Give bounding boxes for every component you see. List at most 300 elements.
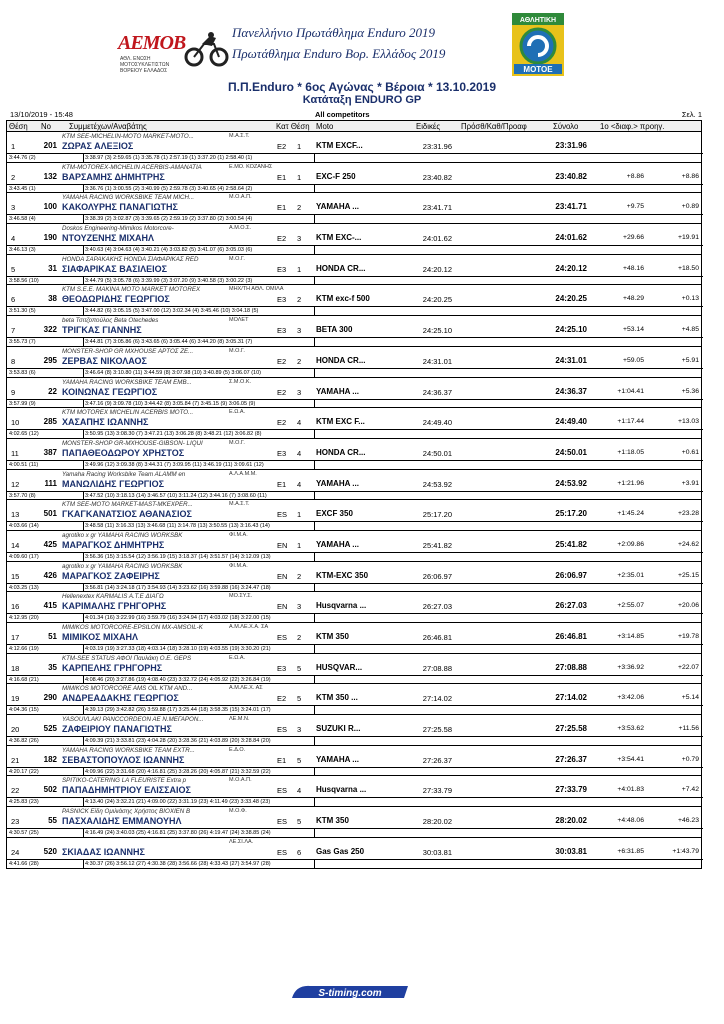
row-spec: 24:20.25 <box>422 295 452 305</box>
lap-times: 4:03.19 (19) 3:27.33 (18) 4:03.14 (18) 3:28.10 (19) 4:03.55 (19) 3:30.20 (21) <box>85 646 271 652</box>
lap-times-line <box>7 460 703 469</box>
row-cpos: 1 <box>297 510 302 520</box>
row-no: 520 <box>43 846 57 856</box>
lap-total: 3:57.70 (8) <box>9 492 36 499</box>
row-moto: BETA 300 <box>316 325 353 335</box>
lap-times: 3:40.63 (4) 3:04.63 (4) 3:40.21 (4) 3:03.82 (5) 3:41.07 (6) 3:05.03 (6) <box>85 247 253 254</box>
row-cls: E2 <box>277 234 287 244</box>
row-cpos: 5 <box>297 663 302 673</box>
row-spec: 27:08.88 <box>422 663 452 673</box>
row-cls: E1 <box>277 479 287 489</box>
row-pos: 12 <box>11 479 20 489</box>
row-cpos: 4 <box>297 479 302 489</box>
row-diff: +8.86 <box>626 172 644 180</box>
row-cls: ES <box>277 817 288 827</box>
lap-times-line <box>7 583 703 592</box>
lap-total: 3:51.30 (5) <box>9 308 36 315</box>
row-cpos: 5 <box>297 694 302 704</box>
row-spec: 30:03.81 <box>422 847 452 857</box>
row-no: 426 <box>43 570 57 580</box>
row-team: agrotiko x gr YAMAHA RACING WORKSBK <box>62 562 183 570</box>
row-cpos: 4 <box>297 786 302 796</box>
row-total: 28:20.02 <box>555 816 587 826</box>
row-pos: 17 <box>11 633 20 642</box>
row-diff: +2:09.86 <box>617 540 644 548</box>
row-prev: +7.42 <box>681 786 699 794</box>
row-pos: 19 <box>11 694 20 704</box>
table-row <box>6 408 702 439</box>
row-name: ΣΚΙΑΔΑΣ ΙΩΑΝΝΗΣ <box>62 846 145 857</box>
row-team: MONSTER-SHOP GR-MXHOUSE-GIBSON- LIQUI <box>62 439 203 447</box>
lap-total: 3:55.73 (7) <box>9 339 36 346</box>
lap-total: 3:46.13 (3) <box>9 247 36 254</box>
results-table-body <box>6 132 702 869</box>
row-cls: ES <box>277 725 288 735</box>
row-name: ΖΕΡΒΑΣ ΝΙΚΟΛΑΟΣ <box>62 355 147 366</box>
row-region: ΦΙ.Μ.Α. <box>229 531 248 538</box>
row-prev: +25.15 <box>678 571 699 579</box>
row-cpos: 2 <box>297 571 302 581</box>
row-cls: E1 <box>277 755 287 765</box>
lap-times: 4:13.40 (24) 3:32.21 (21) 4:09.00 (22) 3:31.19 (23) 4:11.49 (23) 3:33.48 (23) <box>85 799 271 806</box>
lap-times: 4:01.34 (16) 3:22.99 (16) 3:59.79 (16) 3:24.94 (17) 4:03.02 (18) 3:22.00 (15) <box>85 615 271 622</box>
row-prev: +13.03 <box>678 418 699 426</box>
row-spec: 27:14.02 <box>422 694 452 704</box>
lap-total: 4:25.83 (23) <box>9 799 39 806</box>
row-no: 425 <box>43 539 57 549</box>
row-pos: 3 <box>11 203 16 213</box>
row-prev: +24.62 <box>678 540 699 548</box>
lap-total: 4:16.68 (21) <box>9 676 39 683</box>
row-team: YASOUVLAKI PANCCORDEON AE Ν.ΜΕΓΑΡΟΝ... <box>62 716 204 724</box>
row-cpos: 3 <box>297 387 302 397</box>
row-diff: +3:14.85 <box>617 633 644 640</box>
row-total: 24:20.25 <box>555 294 587 304</box>
row-pos: 1 <box>11 142 16 151</box>
row-moto: HUSQVAR... <box>316 662 363 672</box>
row-name: ΣΙΑΦΑΡΙΚΑΣ ΒΑΣΙΛΕΙΟΣ <box>62 263 168 274</box>
row-cpos: 3 <box>297 234 302 244</box>
row-team: MIMIKOS MOTORCORE-EPSILON MX-AMSOIL-K <box>62 624 203 631</box>
lap-times: 3:36.76 (1) 3:00.55 (2) 3:40.99 (5) 2:59.78 (3) 3:40.65 (4) 2:58.64 (2) <box>85 185 253 192</box>
lap-times-line <box>7 214 703 223</box>
lap-times-line <box>7 521 703 530</box>
lap-times: 4:30.37 (26) 3:56.12 (27) 4:30.38 (28) 3:56.66 (28) 4:33.43 (27) 3:54.97 (28) <box>85 860 271 867</box>
row-cpos: 4 <box>297 448 302 458</box>
row-spec: 24:01.62 <box>422 234 452 244</box>
lap-times-line <box>7 306 703 315</box>
row-moto: KTM 350 <box>316 816 349 826</box>
table-row <box>6 838 702 869</box>
row-cls: E3 <box>277 326 287 336</box>
row-prev: +18.50 <box>678 264 699 272</box>
row-pos: 6 <box>11 295 16 305</box>
table-row <box>6 255 702 286</box>
row-region: Μ.Ο.Φ. <box>229 808 247 815</box>
row-prev: +22.07 <box>678 663 699 671</box>
row-region: ΦΙ.Μ.Α. <box>229 562 248 569</box>
row-total: 27:26.37 <box>555 754 587 764</box>
row-total: 30:03.81 <box>555 846 587 856</box>
row-spec: 26:46.81 <box>422 633 452 642</box>
row-team: Doskos Engineering-Mimikos Motorcore- <box>62 225 174 233</box>
lap-total: 3:43.45 (1) <box>9 185 36 192</box>
table-row <box>6 163 702 194</box>
row-cpos: 5 <box>297 755 302 765</box>
lap-total: 4:03.25 (13) <box>9 584 39 591</box>
row-name: ΖΑΦΕΙΡΙΟΥ ΠΑΝΑΓΙΩΤΗΣ <box>62 724 172 735</box>
row-prev: +0.13 <box>681 295 699 303</box>
row-moto: EXCF 350 <box>316 509 353 519</box>
row-total: 23:41.71 <box>555 202 587 212</box>
lap-times: 4:16.49 (24) 3:40.03 (25) 4:16.81 (25) 3:37.80 (26) 4:19.47 (24) 3:38.85 (24) <box>85 830 271 837</box>
col-class-pos: Κατ Θέση <box>276 122 310 131</box>
row-region: Μ.Α.Σ.Τ. <box>229 133 250 139</box>
row-prev: +5.14 <box>681 694 699 702</box>
row-team: agrotiko x gr YAMAHA RACING WORKSBK <box>62 531 183 539</box>
row-cls: ES <box>277 786 288 796</box>
row-pos: 5 <box>11 264 16 274</box>
aemov-logo-subtext: ΑΘΛ. ΕΝΩΣΗ ΜΟΤΟΣΥΚΛΕΤΙΣΤΩΝ ΒΟΡΕΙΟΥ ΕΛΛΑΔΟΣ <box>120 56 170 74</box>
motoe-emblem-icon <box>512 13 564 76</box>
aemov-logo-text: ΑΕΜΟΒ <box>118 32 186 54</box>
row-cpos: 3 <box>297 725 302 735</box>
row-no: 502 <box>43 785 57 795</box>
row-moto: HONDA CR... <box>316 263 366 273</box>
lap-times: 3:50.95 (13) 3:08.30 (7) 3:47.21 (13) 3:06.28 (8) 3:48.21 (12) 3:06.82 (8) <box>85 431 262 438</box>
row-cpos: 4 <box>297 418 302 428</box>
row-diff: +59.05 <box>623 356 644 364</box>
lap-total: 4:36.82 (26) <box>9 738 39 745</box>
col-moto: Moto <box>316 122 334 131</box>
table-row <box>6 378 702 409</box>
row-pos: 2 <box>11 172 16 182</box>
motoe-logo <box>512 13 564 76</box>
lap-total: 3:53.83 (6) <box>9 369 36 376</box>
row-prev: +5.91 <box>681 356 699 364</box>
s-timing-logo <box>290 983 410 1001</box>
lap-total: 4:30.57 (25) <box>9 830 39 837</box>
row-prev: +11.56 <box>678 725 699 733</box>
row-name: ΧΑΣΑΠΗΣ ΙΩΑΝΝΗΣ <box>62 417 149 428</box>
row-spec: 26:27.03 <box>422 602 452 612</box>
svg-text:MOTOE: MOTOE <box>523 65 553 74</box>
lap-times-line <box>7 276 703 285</box>
row-region: Μ.Ο.Γ. <box>229 255 245 262</box>
row-spec: 24:20.12 <box>422 264 452 274</box>
row-spec: 24:31.01 <box>422 356 452 366</box>
row-region: ΛΕ.Μ.Ν. <box>229 716 250 723</box>
table-row <box>6 500 702 531</box>
lap-total: 4:20.17 (22) <box>9 768 39 775</box>
row-team: YAMAHA RACING WORKSBIKE TEAM EXTR... <box>62 746 195 754</box>
row-spec: 24:25.10 <box>422 326 452 336</box>
lap-times: 4:09.96 (22) 3:31.68 (20) 4:16.81 (25) 3:28.26 (20) 4:05.87 (21) 3:32.59 (22) <box>85 768 271 775</box>
row-cls: EN <box>277 571 288 581</box>
all-competitors-label: All competitors <box>315 110 370 119</box>
row-moto: Husqvarna ... <box>316 785 367 795</box>
row-moto: KTM EXC F... <box>316 417 365 427</box>
row-no: 501 <box>43 509 57 519</box>
lap-total: 3:46.58 (4) <box>9 216 36 223</box>
regional-championship-title: Πρωτάθλημα Enduro Βορ. Ελλάδος 2019 <box>232 46 446 61</box>
row-team: KTM MOTOREX MICHELIN ACERBIS MOTO... <box>62 409 194 417</box>
row-prev: +46.23 <box>678 817 699 825</box>
lap-total: 3:44.76 (2) <box>9 155 36 161</box>
col-competitors: Συμμετέχων/Αναβάτης <box>69 122 147 131</box>
row-name: ΜΙΜΙΚΟΣ ΜΙΧΑΗΛ <box>62 632 138 642</box>
lap-times-line <box>7 705 703 714</box>
col-total: Σύνολο <box>553 122 579 131</box>
row-name: ΚΑΡΠΕΛΗΣ ΓΡΗΓΟΡΗΣ <box>62 662 163 673</box>
row-spec: 24:36.37 <box>422 387 452 397</box>
table-row <box>6 347 702 378</box>
lap-total: 4:02.65 (12) <box>9 431 39 438</box>
row-total: 27:14.02 <box>555 693 587 703</box>
row-team: KTM-SEE STATUS ΑΦΟΙ Παυλάκη O.E. GEPS <box>62 654 192 662</box>
row-prev: +5.36 <box>681 387 699 395</box>
row-moto: KTM 350 <box>316 632 349 641</box>
row-moto: Husqvarna ... <box>316 601 367 611</box>
table-row <box>6 439 702 470</box>
col-penalty: Πρόσθ/Καθ/Προαφ <box>461 122 527 131</box>
row-spec: 24:50.01 <box>422 448 452 458</box>
row-diff: +2:55.07 <box>617 602 644 610</box>
row-no: 295 <box>43 355 57 365</box>
table-row <box>6 316 702 347</box>
lap-times: 3:44.81 (7) 3:05.86 (6) 3:43.65 (6) 3:05.44 (6) 3:44.20 (8) 3:05.31 (7) <box>85 339 253 346</box>
row-spec: 28:20.02 <box>422 817 452 827</box>
table-row <box>6 654 702 685</box>
row-team: Hellenextex KARMALIS A.T.E ΔΙΑΓΩ <box>62 593 164 601</box>
table-row <box>6 562 702 593</box>
row-cpos: 1 <box>297 142 302 151</box>
row-name: ΜΑΡΑΓΚΟΣ ΖΑΦΕΙΡΗΣ <box>62 570 160 581</box>
row-pos: 8 <box>11 356 16 366</box>
row-total: 24:25.10 <box>555 325 587 335</box>
table-row <box>6 531 702 562</box>
row-cls: E3 <box>277 448 287 458</box>
row-team: YAMAHA RACING WORKSBIKE TEAM MICH... <box>62 194 195 202</box>
row-diff: +1:18.05 <box>617 448 644 456</box>
lap-times-line <box>7 184 703 193</box>
row-pos: 15 <box>11 571 20 581</box>
row-cpos: 1 <box>297 540 302 550</box>
row-pos: 10 <box>11 418 20 428</box>
col-pos: Θέση <box>9 122 28 131</box>
row-moto: KTM 350 ... <box>316 693 358 703</box>
row-no: 525 <box>43 724 57 734</box>
row-cls: ES <box>277 847 288 857</box>
lap-times-line <box>7 491 703 500</box>
row-region: Α.Μ.Ο.Σ. <box>229 225 252 232</box>
lap-times: 4:39.13 (29) 3:42.82 (26) 3:59.88 (17) 3:25.44 (18) 3:58.35 (15) 3:24.01 (17) <box>85 707 271 714</box>
row-region: Α.Μ.ΛΕ.Χ.Α. ΣΑ <box>229 624 269 630</box>
row-team: YAMAHA RACING WORKSBIKE TEAM EMB... <box>62 378 192 386</box>
row-pos: 7 <box>11 326 16 336</box>
row-team: Yamaha Racing Worksbike Team ALAMM en <box>62 470 186 478</box>
row-region: Α.Μ.ΛΕ.Χ. ΑΣ <box>229 685 263 692</box>
row-diff: +9.75 <box>626 203 644 211</box>
row-no: 55 <box>48 816 57 826</box>
results-table-header <box>6 120 702 132</box>
row-cls: E2 <box>277 142 287 151</box>
lap-times-line <box>7 828 703 837</box>
row-total: 24:36.37 <box>555 386 587 396</box>
lap-times: 3:47.52 (10) 3:18.13 (14) 3:46.57 (10) 3:11.24 (12) 3:44.16 (7) 3:08.60 (11) <box>85 492 267 499</box>
lap-times: 3:49.96 (12) 3:09.38 (8) 3:44.31 (7) 3:09.95 (11) 3:46.19 (11) 3:09.61 (12) <box>85 461 264 468</box>
row-no: 132 <box>43 171 57 181</box>
row-cls: E2 <box>277 694 287 704</box>
row-cpos: 2 <box>297 356 302 366</box>
row-no: 415 <box>43 601 57 611</box>
classification-title: Κατάταξη ENDURO GP <box>302 94 422 106</box>
row-no: 22 <box>48 386 57 396</box>
row-prev: +4.85 <box>681 326 699 334</box>
lap-times-line <box>7 337 703 346</box>
row-diff: +1:04.41 <box>617 387 644 395</box>
lap-times-line <box>7 368 703 377</box>
row-team: SPITIKO-CATERING LA FLEURISTE Extra p <box>62 777 187 785</box>
lap-times: 3:56.81 (14) 3:24.18 (17) 3:54.93 (14) 3:23.62 (16) 3:59.88 (16) 3:24.47 (18) <box>85 584 271 591</box>
row-prev: +23.28 <box>678 510 699 518</box>
lap-total: 4:00.51 (11) <box>9 461 39 468</box>
col-special: Ειδικές <box>416 122 441 131</box>
row-total: 24:31.01 <box>555 355 587 365</box>
row-moto: KTM-EXC 350 <box>316 570 369 580</box>
row-cls: E3 <box>277 264 287 274</box>
row-moto: EXC-F 250 <box>316 171 356 181</box>
row-diff: +2:35.01 <box>617 571 644 579</box>
lap-times-line <box>7 153 703 162</box>
row-cpos: 2 <box>297 203 302 213</box>
row-name: ΠΑΣΧΑΛΙΔΗΣ ΕΜΜΑΝΟΥΗΛ <box>62 816 182 827</box>
row-team: KTM-MOTOREX-MICHELIN ACERBIS-AMANATIA <box>62 163 202 171</box>
row-total: 27:25.58 <box>555 724 587 734</box>
row-moto: HONDA CR... <box>316 447 366 457</box>
col-diff: 1o <διαφ.> προηγ. <box>600 122 665 131</box>
lap-times-line <box>7 675 703 684</box>
row-total: 23:31.96 <box>555 141 587 150</box>
table-row <box>6 715 702 746</box>
row-name: ΝΤΟΥΖΕΝΗΣ ΜΙΧΑΗΛ <box>62 233 154 244</box>
row-pos: 14 <box>11 540 20 550</box>
table-row <box>6 132 702 163</box>
lap-times: 3:38.39 (2) 3:02.87 (3) 3:39.65 (2) 2:59.19 (2) 3:37.80 (2) 3:00.54 (4) <box>85 216 253 223</box>
lap-times-line <box>7 736 703 745</box>
table-row <box>6 776 702 807</box>
row-diff: +1:21.96 <box>617 479 644 487</box>
lap-times: 3:47.16 (9) 3:09.78 (10) 3:44.42 (8) 3:05.84 (7) 3:45.15 (9) 3:06.05 (9) <box>85 400 256 407</box>
row-diff: +1:17.44 <box>617 418 644 426</box>
row-name: ΤΡΙΓΚΑΣ ΓΙΑΝΝΗΣ <box>62 325 142 336</box>
row-prev: +8.86 <box>681 172 699 180</box>
row-team: KTM S.E.E. MAKINA MOTO MARKET MOTOREX <box>62 286 201 294</box>
row-region: Ε.Ω.Α. <box>229 654 246 661</box>
row-cpos: 2 <box>297 295 302 305</box>
lap-times: 3:44.79 (5) 3:05.78 (6) 3:39.99 (3) 3:07.20 (9) 3:40.58 (3) 3:00.22 (3) <box>85 277 253 284</box>
aemov-logo <box>118 30 230 74</box>
row-total: 26:46.81 <box>555 632 587 641</box>
row-prev: +20.06 <box>678 602 699 610</box>
lap-times: 3:44.82 (6) 3:05.15 (5) 3:47.00 (12) 3:02.34 (4) 3:45.46 (10) 3:04.18 (5) <box>85 308 259 315</box>
lap-total: 3:58.56 (10) <box>9 277 39 284</box>
row-spec: 23:41.71 <box>422 203 452 213</box>
row-moto: SUZUKI R... <box>316 724 361 734</box>
table-row <box>6 470 702 501</box>
row-spec: 24:53.92 <box>422 479 452 489</box>
lap-times-line <box>7 429 703 438</box>
row-diff: +53.14 <box>623 326 644 334</box>
row-pos: 16 <box>11 602 20 612</box>
row-spec: 27:25.58 <box>422 725 452 735</box>
table-row <box>6 592 702 623</box>
row-name: ΚΟΙΝΩΝΑΣ ΓΕΩΡΓΙΟΣ <box>62 386 158 397</box>
row-team: MIMIKOS MOTORCORE AMS OIL KTM AND... <box>62 685 193 693</box>
lap-times-line <box>7 767 703 776</box>
row-total: 24:01.62 <box>555 233 587 243</box>
row-cpos: 5 <box>297 817 302 827</box>
row-name: ΠΑΠΑΘΕΟΔΩΡΟΥ ΧΡΗΣΤΟΣ <box>62 447 185 458</box>
row-pos: 21 <box>11 755 20 765</box>
row-no: 290 <box>43 693 57 703</box>
row-name: ΣΕΒΑΣΤΟΠΟΥΛΟΣ ΙΩΑΝΝΗΣ <box>62 754 185 765</box>
lap-times: 3:38.97 (3) 2:59.65 (1) 3:35.78 (1) 2:57.19 (1) 3:37.20 (1) 2:58.40 (1) <box>85 155 253 161</box>
row-spec: 25:41.82 <box>422 540 452 550</box>
row-cpos: 1 <box>297 172 302 182</box>
row-spec: 27:26.37 <box>422 755 452 765</box>
row-total: 24:20.12 <box>555 263 587 273</box>
row-cpos: 6 <box>297 847 302 857</box>
row-spec: 26:06.97 <box>422 571 452 581</box>
row-prev: +3.91 <box>681 479 699 487</box>
row-team: beta Τσιτζοπούλος Beta Otechedes <box>62 317 159 325</box>
footer-logo-text: S-timing.com <box>318 988 382 999</box>
row-pos: 4 <box>11 234 16 244</box>
row-region: ΜΟ.ΣΥ.Σ. <box>229 593 253 600</box>
row-team: PASNICK Είδη Ομιλιάσης Χρήστος ΒΙΟΧΙΕΝ Β <box>62 808 191 816</box>
lap-times-line <box>7 797 703 806</box>
row-no: 111 <box>44 478 57 488</box>
row-no: 322 <box>43 325 57 335</box>
race-title: Π.Π.Enduro * 6ος Αγώνας * Βέροια * 13.10.2019 <box>227 80 497 94</box>
row-cls: E2 <box>277 356 287 366</box>
lap-total: 4:09.60 (17) <box>9 553 39 560</box>
lap-total: 4:12.66 (19) <box>9 646 39 652</box>
lap-times: 3:56.36 (15) 3:15.54 (12) 3:56.19 (15) 3:18.37 (14) 3:51.57 (14) 3:12.09 (13) <box>85 553 271 560</box>
row-moto: YAMAHA ... <box>316 386 359 396</box>
table-row <box>6 224 702 255</box>
row-diff: +3:36.92 <box>617 663 644 671</box>
row-region: Ε.Ω.Α. <box>229 409 246 416</box>
svg-text:ΑΘΛΗΤΙΚΗ: ΑΘΛΗΤΙΚΗ <box>519 17 557 24</box>
row-name: ΠΑΠΑΔΗΜΗΤΡΙΟΥ ΕΛΙΣΣΑΙΟΣ <box>62 785 191 796</box>
lap-times-line <box>7 399 703 408</box>
row-prev: +0.61 <box>681 448 699 456</box>
row-diff: +3:54.41 <box>617 755 644 763</box>
row-no: 31 <box>48 263 57 273</box>
row-region: Σ.Μ.Ο.Κ. <box>229 378 252 385</box>
row-cls: E3 <box>277 295 287 305</box>
row-region: ΜΟΛΕΤ <box>229 317 249 324</box>
row-prev: +0.79 <box>681 755 699 763</box>
row-prev: +1:43.79 <box>672 847 699 855</box>
row-name: ΑΝΔΡΕΑΔΑΚΗΣ ΓΕΩΡΓΙΟΣ <box>62 693 179 704</box>
row-spec: 23:40.82 <box>422 172 452 182</box>
row-team: HONDA ΣΑΡΑΚΑΚΗΣ HONDA ΣΙΑΦΑΡΙΚΑΣ RED <box>62 255 199 263</box>
row-total: 24:53.92 <box>555 478 587 488</box>
row-diff: +4:01.83 <box>617 786 644 794</box>
